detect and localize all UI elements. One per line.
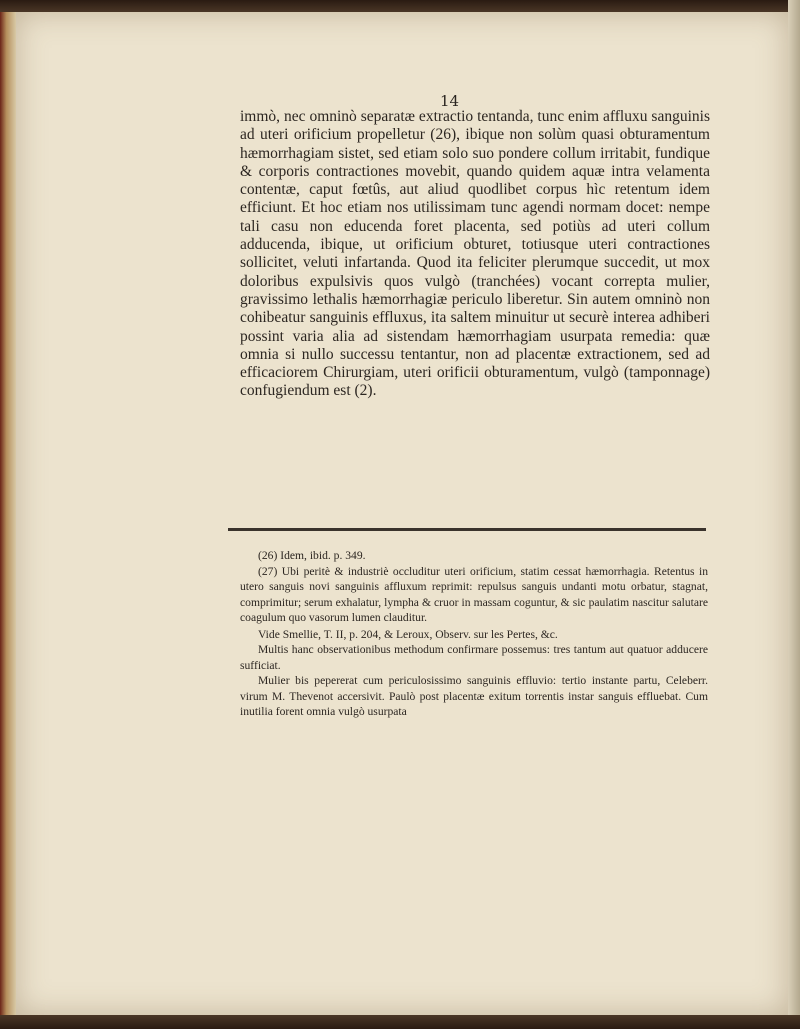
- footnote-rule: [228, 528, 706, 531]
- footnote-reference: Vide Smellie, T. II, p. 204, & Leroux, Observ. sur les Pertes, &c.: [258, 627, 558, 641]
- body-text: immò, nec omninò separatæ extractio tentanda, tunc enim affluxu sanguinis ad uteri orificium propelletur (26), ibique non solùm quasi obturamentum hæmorrhagiam sistet, sed etiam solo suo pondere collum irritabit, fundique & corporis contractiones movebit, quando quidem aquæ intra velamenta contentæ, caput fœtûs, aut aliud quodlibet corpus hìc retentum idem efficiunt. Et hoc etiam nos utilissimam tunc agendi normam docet: nempe tali casu non educenda foret placenta, sed potiùs ad uteri collum adducenda, ibique, ut orificium obturet, totiusque uteri contractiones sollicitet, veluti infartanda. Quod ita feliciter plerumque succedit, ut mox doloribus expulsivis quos vulgò (tranchées) vocant correpta mulier, gravissimo lethalis hæmorrhagiæ periculo liberetur. Sin autem omninò non cohibeatur sanguinis effluxus, ita saltem minuitur ut securè interea adhiberi possint varia alia ad sistendam hæmorrhagiam usurpata remedia: quæ omnia si nullo successu tentantur, non ad placentæ extractionem, sed ad efficaciorem Chirurgiam, uteri orificii obturamentum, vulgò (tamponnage) confugiendum est (2).: [240, 108, 710, 400]
- footnote-mulier: Mulier bis pepererat cum periculosissimo sanguinis effluvio: tertio instante partu, Celeberr. virum M. Thevenot accersivit. Paulò post placentæ exitum torrentis instar sanguis effluebat. Cum inutilia forent omnia vulgò usurpata: [240, 674, 708, 718]
- page-number: 14: [440, 92, 460, 110]
- footnote-27: (27) Ubi peritè & industriè occluditur uteri orificium, statim cessat hæmorrhagia. Retentus in utero sanguis novi sanguinis affluxum reprimit: repulsus sanguis undanti motu orbatur, stagnat, comprimitur; serum exhalatur, lympha & cruor in massam coguntur, & sic paulatim nascitur salutare coagulum quo vasorum lumen clauditur.: [240, 564, 708, 624]
- footnotes: [240, 548, 708, 720]
- footnote-26: (26) Idem, ibid. p. 349.: [258, 549, 366, 562]
- book-top-edge: [0, 0, 800, 12]
- book-right-edge: [788, 0, 800, 1029]
- footnote-multis: Multis hanc observationibus methodum confirmare possemus: tres tantum aut quatuor adducere sufficiat.: [240, 643, 708, 672]
- book-bottom-edge: [0, 1015, 800, 1029]
- book-spine: [0, 12, 16, 1015]
